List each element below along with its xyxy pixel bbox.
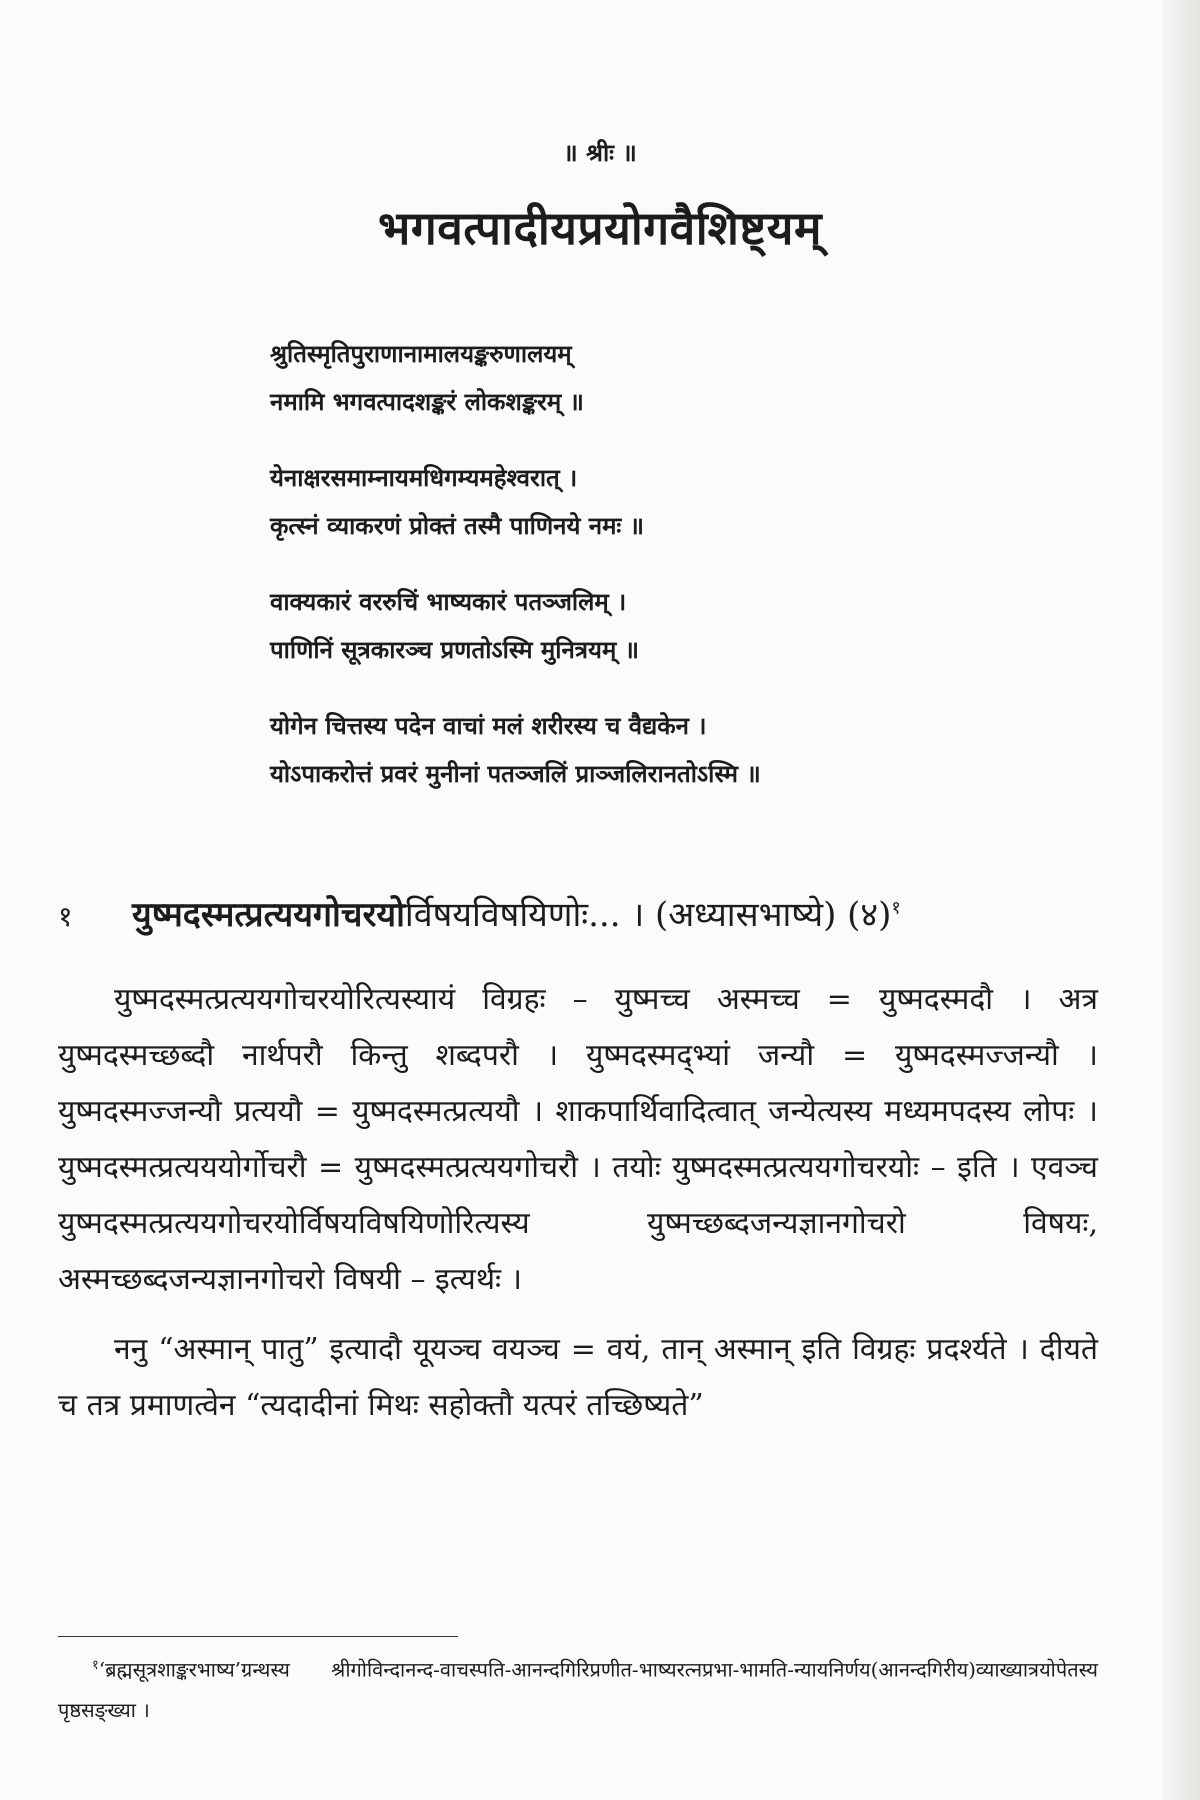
section-number: १ bbox=[58, 900, 73, 933]
verse-line: श्रुतिस्मृतिपुराणानामालयङ्करुणालयम् bbox=[270, 339, 572, 368]
verse-line: वाक्यकारं वररुचिं भाष्यकारं पतञ्जलिम् । bbox=[270, 587, 627, 616]
footnote-text: ‘ब्रह्मसूत्रशाङ्करभाष्य’ग्रन्थस्य श्रीगोविन्दानन्द-वाचस्पति-आनन्दगिरिप्रणीत-भाष्यरत्नप्रभा-भामति-न्यायनिर्णय(आनन्दगिरीय)व्याख्यात्रयोपेतस्य पृष्ठसङ्ख्या । bbox=[58, 1657, 1098, 1722]
verse-line: योगेन चित्तस्य पदेन वाचां मलं शरीरस्य च वैद्यकेन । bbox=[270, 711, 707, 740]
invocation: ॥ श्रीः ॥ bbox=[563, 138, 637, 167]
verse-block bbox=[270, 330, 1070, 826]
footnote-marker: १ bbox=[92, 1658, 99, 1673]
paragraph: युष्मदस्मत्प्रत्ययगोचरयोरित्यस्यायं विग्रहः – युष्मच्च अस्मच्च = युष्मदस्मदौ । अत्र युष्मदस्मच्छब्दौ नार्थपरौ किन्तु शब्दपरौ । युष्मदस्मद्भ्यां जन्यौ = युष्मदस्मज्जन्यौ । युष्मदस्मज्जन्यौ प्रत्ययौ = युष्मदस्मत्प्रत्ययौ । शाकपार्थिवादित्वात् जन्येत्यस्य मध्यमपदस्य लोपः । युष्मदस्मत्प्रत्यययोर्गोचरौ = युष्मदस्मत्प्रत्ययगोचरौ । तयोः युष्मदस्मत्प्रत्ययगोचरयोः – इति । एवञ्च युष्मदस्मत्प्रत्ययगोचरयोर्विषयविषयिणोरित्यस्य युष्मच्छब्दजन्यज्ञानगोचरो विषयः, अस्मच्छब्दजन्यज्ञानगोचरो विषयी – इत्यर्थः । bbox=[58, 982, 1098, 1297]
sutra-rest: र्विषयविषयिणोः... । (अध्यासभाष्ये) (४) bbox=[404, 895, 892, 935]
footnote bbox=[58, 1646, 1098, 1730]
verse-line: पाणिनिं सूत्रकारञ्च प्रणतोऽस्मि मुनित्रयम् ॥ bbox=[270, 635, 640, 664]
verse-line: योऽपाकरोत्तं प्रवरं मुनीनां पतञ्जलिं प्राञ्जलिरानतोऽस्मि ॥ bbox=[270, 759, 761, 788]
section-heading bbox=[58, 890, 1098, 936]
commentary-body bbox=[58, 972, 1098, 1448]
page-edge bbox=[1162, 0, 1200, 1800]
page-title: भगवत्पादीयप्रयोगवैशिष्ट्यम् bbox=[378, 201, 822, 255]
verse-line: कृत्स्नं व्याकरणं प्रोक्तं तस्मै पाणिनये नमः ॥ bbox=[270, 511, 645, 540]
verse-4 bbox=[270, 702, 1070, 798]
verse-1 bbox=[270, 330, 1070, 426]
paragraph: ननु “अस्मान् पातु” इत्यादौ यूयञ्च वयञ्च = वयं, तान् अस्मान् इति विग्रहः प्रदर्श्यते । दीयते च तत्र प्रमाणत्वेन “त्यदादीनां मिथः सहोक्तौ यत्परं तच्छिष्यते” bbox=[58, 1332, 1098, 1423]
verse-line: नमामि भगवत्पादशङ्करं लोकशङ्करम् ॥ bbox=[270, 387, 584, 416]
footnote-reference: १ bbox=[891, 897, 901, 919]
verse-line: येनाक्षरसमाम्नायमधिगम्यमहेश्वरात् । bbox=[270, 463, 578, 492]
verse-3 bbox=[270, 578, 1070, 674]
footnote-divider bbox=[58, 1636, 458, 1637]
verse-2 bbox=[270, 454, 1070, 550]
sutra-bold: युष्मदस्मत्प्रत्ययगोचरयो bbox=[132, 895, 405, 935]
